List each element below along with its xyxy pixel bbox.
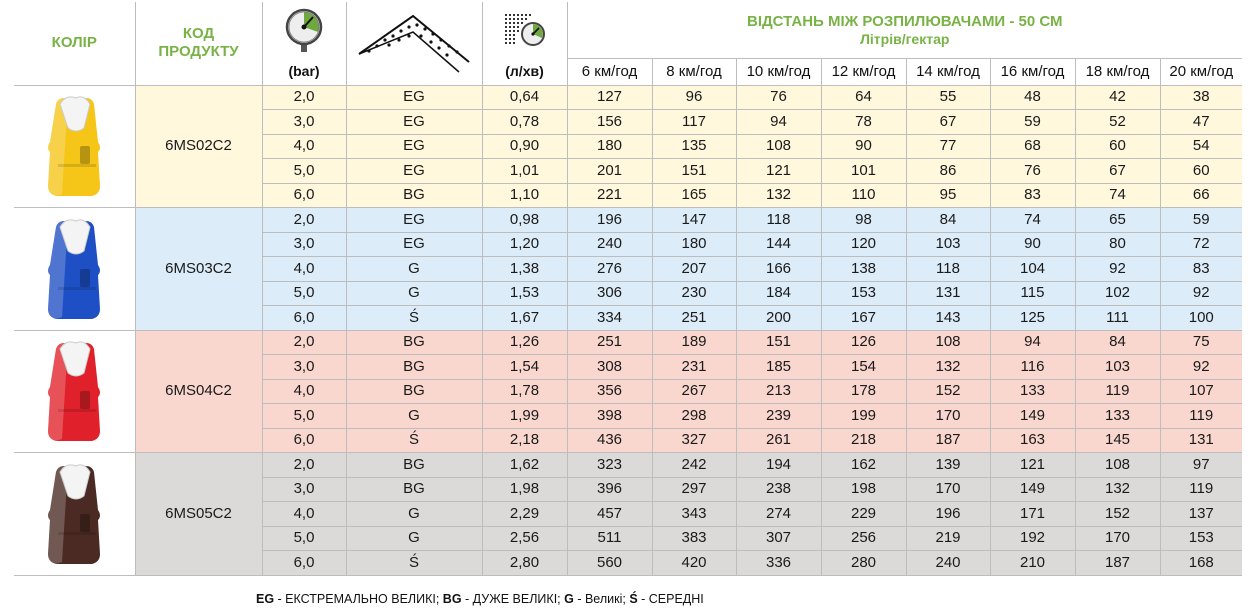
- rate-value: 198: [821, 477, 906, 502]
- rate-value: 132: [906, 355, 990, 380]
- rate-value: 171: [990, 502, 1075, 527]
- rate-value: 153: [821, 281, 906, 306]
- rate-value: 60: [1075, 134, 1160, 159]
- rate-value: 110: [821, 183, 906, 208]
- rate-value: 178: [821, 379, 906, 404]
- rate-value: 436: [567, 428, 652, 453]
- nozzle-image-cell: [14, 453, 135, 576]
- flow-value: 1,98: [482, 477, 567, 502]
- flow-unit: (л/хв): [482, 58, 567, 85]
- speed-header: 6 км/год: [567, 58, 652, 85]
- spray-droplet-size-icon: [355, 12, 473, 74]
- rate-value: 103: [906, 232, 990, 257]
- rate-value: 383: [652, 526, 736, 551]
- droplet-class: G: [346, 502, 482, 527]
- rate-value: 168: [1160, 551, 1242, 576]
- rate-value: 308: [567, 355, 652, 380]
- table-row: [14, 453, 1242, 478]
- rate-value: 274: [736, 502, 821, 527]
- droplet-icon-cell: [346, 2, 482, 85]
- pressure-value: 2,0: [262, 453, 346, 478]
- pressure-value: 6,0: [262, 306, 346, 331]
- droplet-class: EG: [346, 134, 482, 159]
- speed-header: 20 км/год: [1160, 58, 1242, 85]
- rate-value: 149: [990, 477, 1075, 502]
- speed-header: 10 км/год: [736, 58, 821, 85]
- flow-value: 0,64: [482, 85, 567, 110]
- rate-value: 119: [1160, 404, 1242, 429]
- table-row: [14, 208, 1242, 233]
- pressure-value: 2,0: [262, 208, 346, 233]
- flow-value: 1,26: [482, 330, 567, 355]
- rate-value: 67: [1075, 159, 1160, 184]
- rate-value: 187: [1075, 551, 1160, 576]
- rate-value: 167: [821, 306, 906, 331]
- rate-value: 256: [821, 526, 906, 551]
- product-code: 6MS04C2: [135, 330, 262, 453]
- speed-header: 18 км/год: [1075, 58, 1160, 85]
- nozzle-icon: [36, 335, 112, 447]
- rate-value: 192: [990, 526, 1075, 551]
- table-row: [14, 85, 1242, 110]
- rate-value: 42: [1075, 85, 1160, 110]
- pressure-value: 3,0: [262, 110, 346, 135]
- rate-value: 420: [652, 551, 736, 576]
- rate-value: 396: [567, 477, 652, 502]
- rate-value: 107: [1160, 379, 1242, 404]
- rate-value: 267: [652, 379, 736, 404]
- rate-value: 133: [990, 379, 1075, 404]
- rate-value: 74: [990, 208, 1075, 233]
- rate-value: 97: [1160, 453, 1242, 478]
- rate-value: 457: [567, 502, 652, 527]
- rate-value: 189: [652, 330, 736, 355]
- pressure-unit: (bar): [262, 58, 346, 85]
- rate-value: 323: [567, 453, 652, 478]
- rate-value: 213: [736, 379, 821, 404]
- rate-value: 230: [652, 281, 736, 306]
- rate-value: 84: [906, 208, 990, 233]
- speed-header: 8 км/год: [652, 58, 736, 85]
- rate-value: 90: [990, 232, 1075, 257]
- flow-value: 2,80: [482, 551, 567, 576]
- rate-value: 92: [1160, 281, 1242, 306]
- rate-value: 66: [1160, 183, 1242, 208]
- rate-value: 94: [736, 110, 821, 135]
- rate-value: 38: [1160, 85, 1242, 110]
- flow-rate-icon: [503, 10, 547, 50]
- rate-value: 94: [990, 330, 1075, 355]
- flow-value: 1,62: [482, 453, 567, 478]
- rate-value: 170: [1075, 526, 1160, 551]
- rate-value: 54: [1160, 134, 1242, 159]
- rate-value: 103: [1075, 355, 1160, 380]
- rate-value: 196: [567, 208, 652, 233]
- product-code: 6MS02C2: [135, 85, 262, 208]
- rate-value: 251: [652, 306, 736, 331]
- rate-value: 218: [821, 428, 906, 453]
- product-code: 6MS05C2: [135, 453, 262, 576]
- rate-value: 239: [736, 404, 821, 429]
- rate-value: 151: [652, 159, 736, 184]
- droplet-class: Ś: [346, 306, 482, 331]
- rate-value: 104: [990, 257, 1075, 282]
- rate-value: 143: [906, 306, 990, 331]
- droplet-class: Ś: [346, 551, 482, 576]
- rate-value: 280: [821, 551, 906, 576]
- droplet-class: EG: [346, 208, 482, 233]
- droplet-class: EG: [346, 110, 482, 135]
- rate-value: 125: [990, 306, 1075, 331]
- rate-value: 238: [736, 477, 821, 502]
- rate-value: 201: [567, 159, 652, 184]
- legend-g-key: G: [564, 592, 574, 606]
- rate-value: 166: [736, 257, 821, 282]
- rate-value: 101: [821, 159, 906, 184]
- speed-header: 16 км/год: [990, 58, 1075, 85]
- pressure-value: 6,0: [262, 183, 346, 208]
- rate-value: 180: [567, 134, 652, 159]
- rate-value: 52: [1075, 110, 1160, 135]
- rate-value: 210: [990, 551, 1075, 576]
- rate-value: 185: [736, 355, 821, 380]
- rate-value: 111: [1075, 306, 1160, 331]
- pressure-value: 4,0: [262, 379, 346, 404]
- flow-value: 1,78: [482, 379, 567, 404]
- rate-value: 121: [990, 453, 1075, 478]
- rate-value: 90: [821, 134, 906, 159]
- rate-value: 120: [821, 232, 906, 257]
- flow-value: 1,54: [482, 355, 567, 380]
- rate-value: 95: [906, 183, 990, 208]
- pressure-value: 5,0: [262, 404, 346, 429]
- rate-value: 231: [652, 355, 736, 380]
- nozzle-image-cell: [14, 208, 135, 331]
- rate-value: 117: [652, 110, 736, 135]
- droplet-class: EG: [346, 232, 482, 257]
- rate-value: 170: [906, 477, 990, 502]
- pressure-value: 4,0: [262, 134, 346, 159]
- pressure-value: 4,0: [262, 502, 346, 527]
- flow-value: 2,18: [482, 428, 567, 453]
- pressure-value: 3,0: [262, 477, 346, 502]
- rate-value: 165: [652, 183, 736, 208]
- flow-value: 0,98: [482, 208, 567, 233]
- flow-value: 0,78: [482, 110, 567, 135]
- code-header: КОД ПРОДУКТУ: [135, 2, 262, 85]
- droplet-class: BG: [346, 355, 482, 380]
- droplet-class: BG: [346, 330, 482, 355]
- nozzle-icon: [36, 458, 112, 570]
- rate-value: 180: [652, 232, 736, 257]
- rate-value: 151: [736, 330, 821, 355]
- pressure-value: 5,0: [262, 281, 346, 306]
- rate-value: 59: [990, 110, 1075, 135]
- rate-value: 83: [990, 183, 1075, 208]
- rate-value: 152: [1075, 502, 1160, 527]
- table-row: [14, 330, 1242, 355]
- nozzle-rate-table: [14, 2, 1242, 576]
- pressure-value: 3,0: [262, 232, 346, 257]
- rate-value: 153: [1160, 526, 1242, 551]
- rate-value: 115: [990, 281, 1075, 306]
- pressure-gauge-icon: [284, 7, 324, 53]
- rate-value: 327: [652, 428, 736, 453]
- rate-value: 74: [1075, 183, 1160, 208]
- flow-value: 1,20: [482, 232, 567, 257]
- rate-value: 221: [567, 183, 652, 208]
- rate-value: 251: [567, 330, 652, 355]
- rate-value: 118: [906, 257, 990, 282]
- flow-value: 1,53: [482, 281, 567, 306]
- rate-value: 102: [1075, 281, 1160, 306]
- pressure-value: 4,0: [262, 257, 346, 282]
- droplet-class: BG: [346, 379, 482, 404]
- rate-value: 135: [652, 134, 736, 159]
- droplet-legend: [256, 592, 704, 606]
- rate-value: 80: [1075, 232, 1160, 257]
- rate-value: 194: [736, 453, 821, 478]
- droplet-class: G: [346, 281, 482, 306]
- spacing-header: ВІДСТАНЬ МІЖ РОЗПИЛЮВАЧАМИ - 50 СМ Літрів/гектар: [567, 2, 1242, 58]
- droplet-class: EG: [346, 159, 482, 184]
- rate-value: 276: [567, 257, 652, 282]
- rate-value: 334: [567, 306, 652, 331]
- legend-eg-key: EG: [256, 592, 275, 606]
- nozzle-image-cell: [14, 330, 135, 453]
- rate-value: 68: [990, 134, 1075, 159]
- rate-value: 67: [906, 110, 990, 135]
- rate-value: 137: [1160, 502, 1242, 527]
- rate-value: 86: [906, 159, 990, 184]
- rate-value: 127: [567, 85, 652, 110]
- rate-value: 59: [1160, 208, 1242, 233]
- rate-value: 242: [652, 453, 736, 478]
- rate-value: 307: [736, 526, 821, 551]
- rate-value: 144: [736, 232, 821, 257]
- nozzle-image-cell: [14, 85, 135, 208]
- pressure-value: 5,0: [262, 159, 346, 184]
- rate-value: 240: [567, 232, 652, 257]
- rate-value: 83: [1160, 257, 1242, 282]
- rate-value: 92: [1075, 257, 1160, 282]
- rate-value: 152: [906, 379, 990, 404]
- rate-value: 156: [567, 110, 652, 135]
- rate-value: 132: [736, 183, 821, 208]
- rate-value: 356: [567, 379, 652, 404]
- rate-value: 118: [736, 208, 821, 233]
- rate-value: 121: [736, 159, 821, 184]
- rate-value: 133: [1075, 404, 1160, 429]
- rate-value: 75: [1160, 330, 1242, 355]
- rate-value: 60: [1160, 159, 1242, 184]
- rate-value: 76: [990, 159, 1075, 184]
- legend-eg-text: - ЕКСТРЕМАЛЬНО ВЕЛИКІ;: [274, 592, 443, 606]
- legend-s-key: Ś: [629, 592, 638, 606]
- rate-value: 187: [906, 428, 990, 453]
- rate-value: 149: [990, 404, 1075, 429]
- rate-value: 306: [567, 281, 652, 306]
- flow-value: 1,10: [482, 183, 567, 208]
- pressure-value: 2,0: [262, 85, 346, 110]
- rate-value: 92: [1160, 355, 1242, 380]
- rate-value: 47: [1160, 110, 1242, 135]
- rate-value: 196: [906, 502, 990, 527]
- rate-value: 84: [1075, 330, 1160, 355]
- rate-value: 163: [990, 428, 1075, 453]
- flow-value: 1,67: [482, 306, 567, 331]
- droplet-class: G: [346, 257, 482, 282]
- legend-g-text: - Великі;: [573, 592, 630, 606]
- rate-value: 98: [821, 208, 906, 233]
- rate-value: 108: [1075, 453, 1160, 478]
- color-header: КОЛІР: [14, 2, 135, 85]
- droplet-class: EG: [346, 85, 482, 110]
- pressure-value: 5,0: [262, 526, 346, 551]
- rate-value: 145: [1075, 428, 1160, 453]
- rate-value: 147: [652, 208, 736, 233]
- rate-value: 100: [1160, 306, 1242, 331]
- pressure-value: 3,0: [262, 355, 346, 380]
- rate-value: 154: [821, 355, 906, 380]
- rate-value: 64: [821, 85, 906, 110]
- pressure-value: 6,0: [262, 551, 346, 576]
- rate-value: 78: [821, 110, 906, 135]
- flow-value: 2,29: [482, 502, 567, 527]
- pressure-value: 2,0: [262, 330, 346, 355]
- rate-value: 199: [821, 404, 906, 429]
- rate-value: 77: [906, 134, 990, 159]
- rate-value: 219: [906, 526, 990, 551]
- rate-value: 240: [906, 551, 990, 576]
- product-code: 6MS03C2: [135, 208, 262, 331]
- rate-value: 398: [567, 404, 652, 429]
- flow-value: 1,99: [482, 404, 567, 429]
- flow-icon-cell: [482, 2, 567, 58]
- rate-value: 170: [906, 404, 990, 429]
- rate-value: 207: [652, 257, 736, 282]
- rate-value: 298: [652, 404, 736, 429]
- rate-value: 96: [652, 85, 736, 110]
- rate-value: 132: [1075, 477, 1160, 502]
- rate-value: 65: [1075, 208, 1160, 233]
- legend-bg-text: - ДУЖЕ ВЕЛИКІ;: [461, 592, 565, 606]
- speed-header: 12 км/год: [821, 58, 906, 85]
- rate-value: 511: [567, 526, 652, 551]
- rate-value: 138: [821, 257, 906, 282]
- nozzle-icon: [36, 90, 112, 202]
- legend-s-text: - СЕРЕДНІ: [637, 592, 704, 606]
- droplet-class: G: [346, 404, 482, 429]
- pressure-value: 6,0: [262, 428, 346, 453]
- rate-value: 336: [736, 551, 821, 576]
- rate-value: 108: [736, 134, 821, 159]
- rate-value: 343: [652, 502, 736, 527]
- legend-bg-key: BG: [442, 592, 462, 606]
- rate-value: 200: [736, 306, 821, 331]
- droplet-class: BG: [346, 453, 482, 478]
- rate-value: 72: [1160, 232, 1242, 257]
- rate-value: 184: [736, 281, 821, 306]
- droplet-class: BG: [346, 477, 482, 502]
- rate-value: 560: [567, 551, 652, 576]
- flow-value: 1,38: [482, 257, 567, 282]
- rate-value: 126: [821, 330, 906, 355]
- nozzle-icon: [36, 213, 112, 325]
- flow-value: 0,90: [482, 134, 567, 159]
- flow-value: 2,56: [482, 526, 567, 551]
- rate-value: 131: [906, 281, 990, 306]
- rate-value: 139: [906, 453, 990, 478]
- rate-value: 162: [821, 453, 906, 478]
- flow-value: 1,01: [482, 159, 567, 184]
- rate-value: 76: [736, 85, 821, 110]
- pressure-icon-cell: [262, 2, 346, 58]
- droplet-class: BG: [346, 183, 482, 208]
- rate-value: 297: [652, 477, 736, 502]
- rate-value: 229: [821, 502, 906, 527]
- rate-value: 131: [1160, 428, 1242, 453]
- rate-value: 108: [906, 330, 990, 355]
- rate-value: 119: [1160, 477, 1242, 502]
- droplet-class: Ś: [346, 428, 482, 453]
- rate-value: 48: [990, 85, 1075, 110]
- speed-header: 14 км/год: [906, 58, 990, 85]
- rate-value: 119: [1075, 379, 1160, 404]
- rate-value: 55: [906, 85, 990, 110]
- droplet-class: G: [346, 526, 482, 551]
- rate-value: 261: [736, 428, 821, 453]
- rate-value: 116: [990, 355, 1075, 380]
